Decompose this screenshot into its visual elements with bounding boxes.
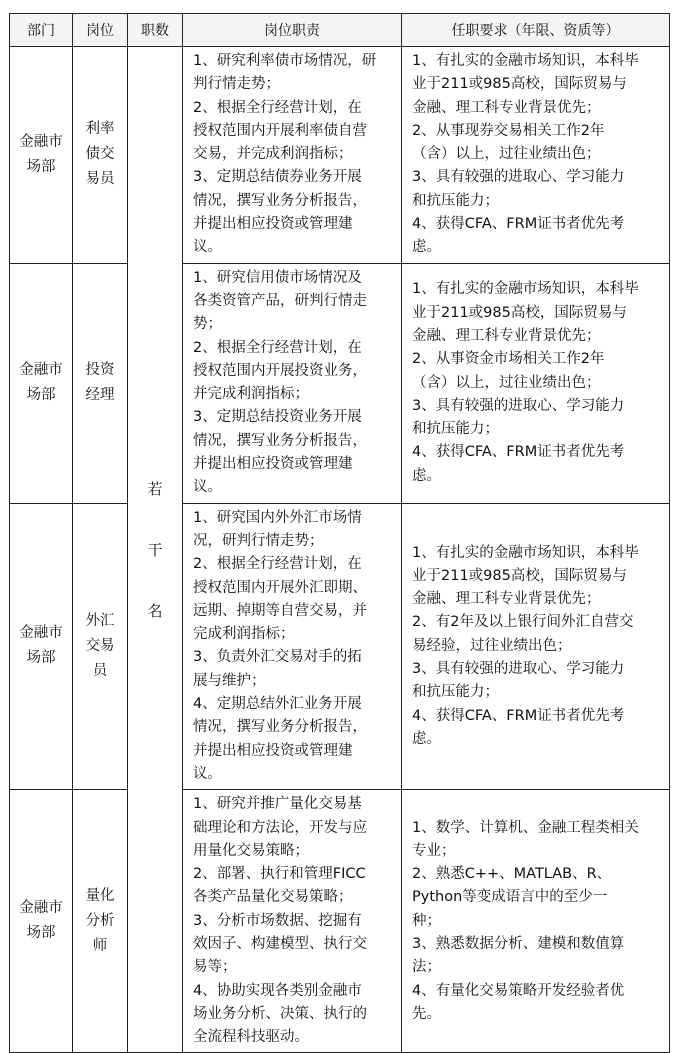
requirement-line: 3、具有较强的进取心、学习能力 — [412, 661, 625, 678]
requirement-line: 2、有2年及以上银行间外汇自营交 — [412, 614, 634, 631]
duty-line: 3、分析市场数据、挖掘有 — [193, 912, 362, 929]
requirement-line: （含）以上，过往业绩出色； — [412, 146, 601, 163]
duty-line: 1、研究信用债市场情况及 — [193, 269, 362, 286]
requirement-line: 专业； — [412, 842, 456, 859]
requirement-line: 4、获得CFA、FRM证书者优先考 — [412, 444, 625, 461]
duty-line: 全流程科技驱动。 — [193, 1029, 309, 1046]
requirement-line: 2、熟悉C++、MATLAB、R、 — [412, 866, 612, 883]
requirement-line: 金融、理工科专业背景优先； — [412, 591, 601, 608]
duty-line: 授权范围内开展利率债自营 — [193, 122, 367, 139]
requirement-line: 业于211或985高校，国际贸易与 — [412, 76, 627, 93]
duty-line: 议。 — [193, 765, 222, 782]
position-text: 投资 — [85, 362, 115, 379]
duty-line: 2、根据全行经营计划，在 — [193, 339, 362, 356]
duty-line: 3、定期总结投资业务开展 — [193, 409, 362, 426]
duty-line: 用量化交易策略； — [193, 842, 309, 859]
table-row — [10, 263, 670, 503]
dept-text: 金融市 — [19, 625, 63, 642]
dept-cell — [10, 47, 73, 264]
position-text: 利率 — [85, 121, 115, 138]
requirement-line: 法； — [412, 959, 441, 976]
duty-line: 并完成利润指标； — [193, 386, 309, 403]
dept-cell — [10, 790, 73, 1053]
position-cell — [73, 47, 128, 264]
duty-line: 情况，撰写业务分析报告， — [193, 192, 367, 209]
duty-line: 远期、掉期等自营交易，并 — [193, 602, 367, 619]
position-text: 外汇 — [85, 612, 115, 629]
duty-line: 1、研究并推广量化交易基 — [193, 796, 362, 813]
requirement-line: 1、有扎实的金融市场知识，本科毕 — [412, 53, 639, 69]
requirement-line: 易经验，过往业绩出色； — [412, 637, 572, 654]
duty-line: 议。 — [193, 479, 222, 496]
duty-line: 场业务分析、决策、执行的 — [193, 1005, 367, 1022]
requirement-line: 金融、理工科专业背景优先； — [412, 327, 601, 344]
duties-cell — [183, 47, 402, 264]
duty-line: 4、定期总结外汇业务开展 — [193, 696, 362, 713]
requirement-line: 4、获得CFA、FRM证书者优先考 — [412, 216, 625, 233]
dept-cell — [10, 503, 73, 790]
header-requirements: 任职要求（年限、资质等） — [402, 14, 670, 47]
header-row — [10, 14, 670, 47]
duty-line: 情况，撰写业务分析报告， — [193, 719, 367, 736]
requirement-line: 1、数学、计算机、金融工程类相关 — [412, 819, 639, 836]
duty-line: 完成利润指标； — [193, 626, 295, 643]
requirement-line: 虑。 — [412, 730, 441, 747]
position-text: 分析 — [85, 912, 115, 929]
position-text: 交易 — [85, 637, 115, 654]
requirement-line: （含）以上，过往业绩出色； — [412, 374, 601, 391]
requirement-line: 1、有扎实的金融市场知识，本科毕 — [412, 281, 639, 298]
requirement-line: 3、具有较强的进取心、学习能力 — [412, 169, 625, 186]
table-row — [10, 47, 670, 264]
header-duties: 岗位职责 — [183, 14, 402, 47]
table-row — [10, 503, 670, 790]
duty-line: 并提出相应投资或管理建 — [193, 456, 353, 473]
position-cell — [73, 503, 128, 790]
duty-line: 1、研究国内外外汇市场情 — [193, 509, 362, 526]
duty-line: 3、负责外汇交易对手的拓 — [193, 649, 362, 666]
dept-text: 场部 — [26, 925, 56, 942]
requirement-line: 业于211或985高校，国际贸易与 — [412, 567, 627, 584]
duty-line: 2、部署、执行和管理FICC — [193, 866, 366, 883]
duty-line: 2、根据全行经营计划，在 — [193, 556, 362, 573]
duty-line: 交易，并完成利润指标； — [193, 146, 353, 163]
requirement-line: 先。 — [412, 1005, 441, 1022]
duty-line: 判行情走势； — [193, 76, 280, 93]
position-cell — [73, 790, 128, 1053]
duty-line: 4、协助实现各类别金融市 — [193, 982, 362, 999]
requirement-line: 金融、理工科专业背景优先； — [412, 99, 601, 116]
job-table-wrapper — [9, 13, 670, 1053]
duty-line: 情况，撰写业务分析报告， — [193, 432, 367, 449]
duties-cell — [183, 790, 402, 1053]
position-text: 量化 — [85, 887, 115, 904]
duties-cell — [183, 503, 402, 790]
count-char: 若 — [147, 480, 163, 499]
dept-cell — [10, 263, 73, 503]
duty-line: 况，研判行情走势； — [193, 532, 324, 549]
requirement-line: 和抗压能力； — [412, 421, 499, 438]
duty-line: 展与维护； — [193, 672, 266, 689]
requirement-line: 2、从事现券交易相关工作2年 — [412, 122, 605, 139]
requirement-line: 4、获得CFA、FRM证书者优先考 — [412, 707, 625, 724]
duty-line: 3、定期总结债券业务开展 — [193, 169, 362, 186]
requirements-cell — [402, 263, 670, 503]
header-position: 岗位 — [73, 14, 128, 47]
duty-line: 授权范围内开展外汇即期、 — [193, 579, 367, 596]
dept-text: 场部 — [26, 650, 56, 667]
requirements-cell — [402, 790, 670, 1053]
dept-text: 场部 — [26, 387, 56, 404]
dept-text: 金融市 — [19, 900, 63, 917]
position-cell — [73, 263, 128, 503]
requirement-line: 2、从事资金市场相关工作2年 — [412, 351, 605, 368]
requirements-cell — [402, 47, 670, 264]
requirement-line: 3、熟悉数据分析、建模和数值算 — [412, 935, 625, 952]
requirements-cell — [402, 503, 670, 790]
count-char: 名 — [147, 602, 163, 621]
duty-line: 易等； — [193, 959, 237, 976]
duty-line: 各类资管产品，研判行情走 — [193, 292, 367, 309]
count-char: 干 — [147, 541, 163, 560]
dept-text: 金融市 — [19, 133, 63, 150]
requirement-line: 虑。 — [412, 467, 441, 484]
requirement-line: 业于211或985高校，国际贸易与 — [412, 304, 627, 321]
dept-text: 金融市 — [19, 362, 63, 379]
requirement-line: 和抗压能力； — [412, 192, 499, 209]
duty-line: 议。 — [193, 239, 222, 256]
header-dept: 部门 — [10, 14, 73, 47]
duty-line: 础理论和方法论，开发与应 — [193, 819, 367, 836]
duty-line: 授权范围内开展投资业务， — [193, 362, 367, 379]
requirement-line: 1、有扎实的金融市场知识，本科毕 — [412, 544, 639, 561]
table-row — [10, 790, 670, 1053]
count-cell — [128, 47, 183, 1053]
position-text: 经理 — [85, 387, 115, 404]
duty-line: 2、根据全行经营计划，在 — [193, 99, 362, 116]
position-text: 师 — [92, 937, 108, 954]
position-text: 债交 — [85, 146, 115, 163]
duty-line: 并提出相应投资或管理建 — [193, 742, 353, 759]
requirement-line: Python等变成语言中的至少一 — [412, 889, 608, 906]
duty-line: 1、研究利率债市场情况，研 — [193, 53, 377, 69]
requirement-line: 4、有量化交易策略开发经验者优 — [412, 982, 625, 999]
header-count: 职数 — [128, 14, 183, 47]
requirement-line: 种； — [412, 912, 441, 929]
requirement-line: 虑。 — [412, 239, 441, 256]
duty-line: 效因子、构建模型、执行交 — [193, 935, 367, 952]
requirement-line: 和抗压能力； — [412, 684, 499, 701]
requirement-line: 3、具有较强的进取心、学习能力 — [412, 397, 625, 414]
duties-cell — [183, 263, 402, 503]
position-text: 员 — [92, 662, 108, 679]
duty-line: 势； — [193, 316, 222, 333]
duty-line: 各类产品量化交易策略； — [193, 889, 353, 906]
duty-line: 并提出相应投资或管理建 — [193, 216, 353, 233]
dept-text: 场部 — [26, 158, 56, 175]
job-requirements-table — [9, 13, 670, 1053]
position-text: 易员 — [85, 171, 115, 188]
